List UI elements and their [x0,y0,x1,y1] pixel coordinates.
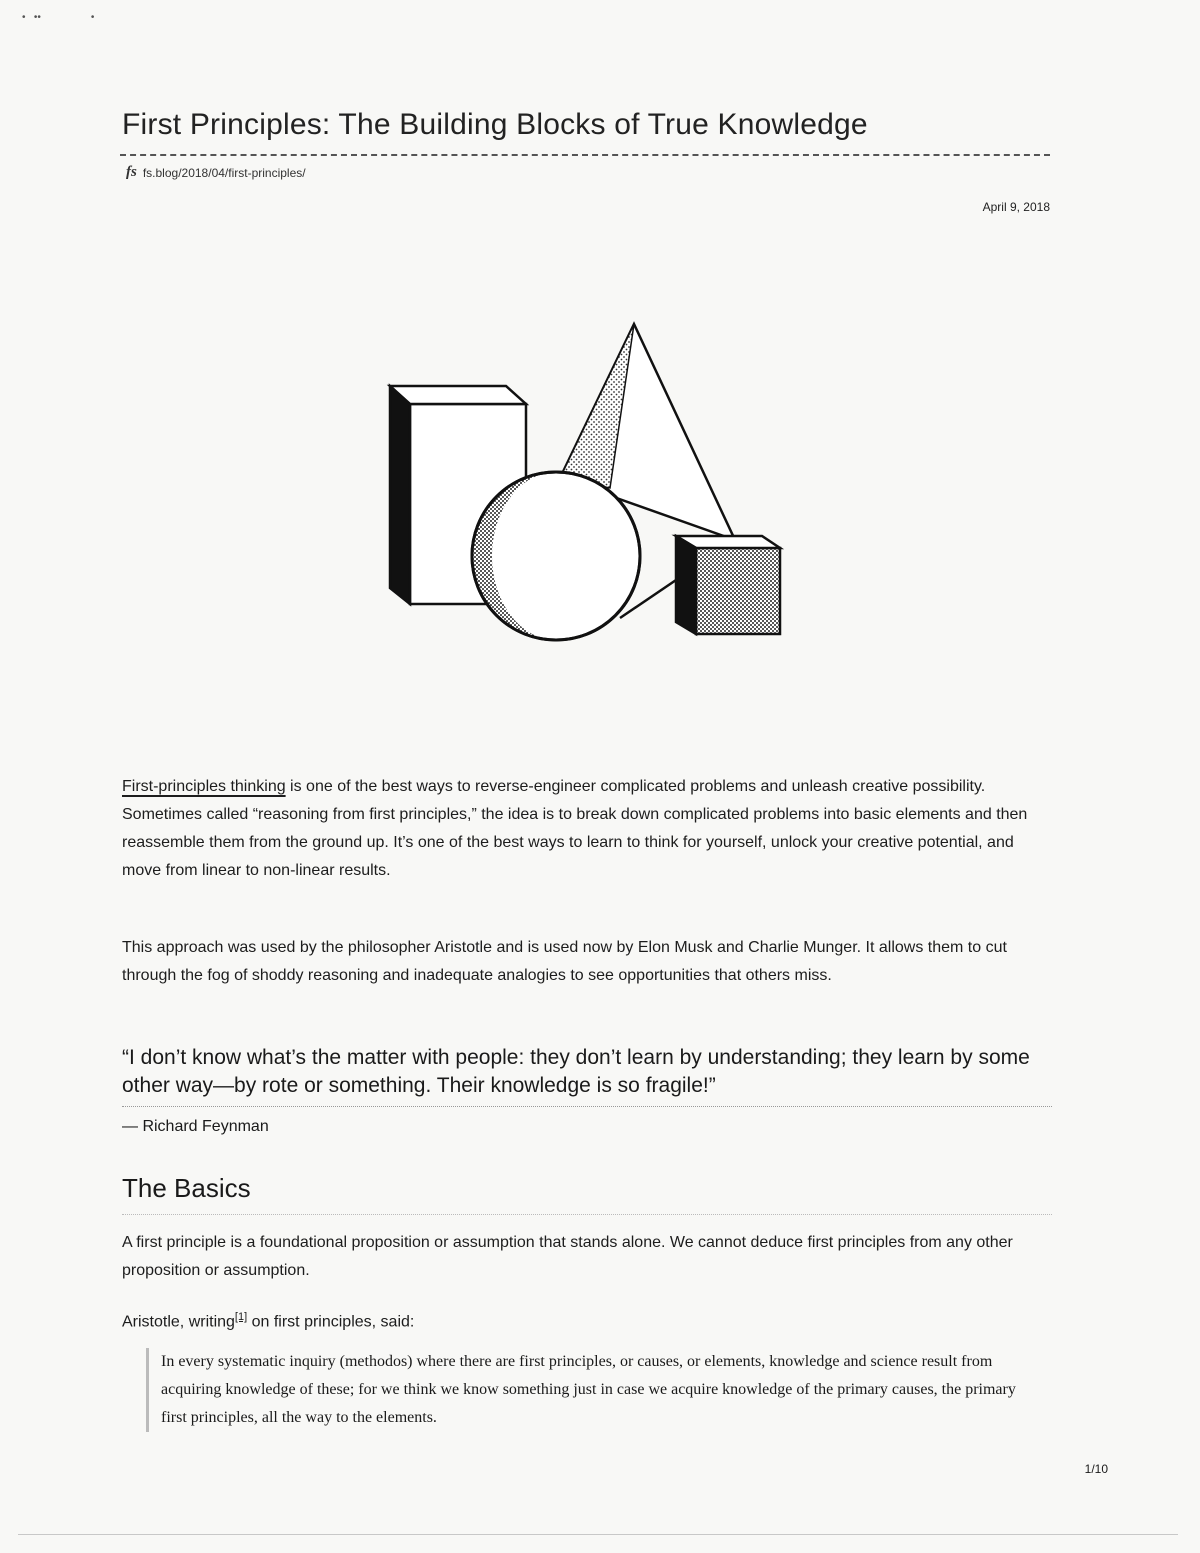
quote-divider [122,1106,1052,1107]
source-url[interactable]: fs.blog/2018/04/first-principles/ [142,165,306,180]
geometric-shapes-illustration [380,318,790,648]
first-principles-link[interactable]: First-principles thinking [122,778,286,795]
feynman-quote: “I don’t know what’s the matter with people: they don’t learn by understanding; they learn by some other way—by rote or something. Their knowledge is so fragile!” [122,1046,1030,1097]
scan-specks: • •• • [22,12,95,23]
basics-paragraph-1: A first principle is a foundational proposition or assumption that stands alone. We cannot deduce first principles from any other proposition or assumption. [122,1234,1013,1279]
publish-date: April 9, 2018 [982,200,1050,214]
basics-paragraph-2: Aristotle, writing[1] on first principles, said: [122,1311,415,1331]
intro-paragraph-1: First-principles thinking is one of the best ways to reverse-engineer complicated problems and unleash creative possibility. Sometimes called “reasoning from first principles,” the idea is to break down complicated problems into basic elements and then reassemble them from the ground up. It’s one of the best ways to learn to think for yourself, unlock your creative potential, and move from linear to non-linear results. [122,778,1028,879]
page-bottom-rule [18,1534,1178,1535]
aristotle-blockquote: In every systematic inquiry (methodos) where there are first principles, or causes, or elements, knowledge and science result from acquiring knowledge of these; for we think we know something just in case we acquire knowledge of the primary causes, the primary first principles, all the way to the elements. [146,1348,1041,1432]
cube-side [676,536,696,634]
quote-attribution: — Richard Feynman [122,1118,269,1135]
article-title: First Principles: The Building Blocks of True Knowledge [122,108,868,141]
source-line[interactable] [126,164,306,181]
fs-logo-icon: fs [126,164,137,180]
heading-divider [122,1214,1052,1215]
title-divider [120,154,1050,156]
cube-front [696,548,780,634]
prism-side [390,386,410,604]
page-number: 1/10 [1084,1462,1108,1476]
footnote-link[interactable]: [1] [234,1311,248,1323]
intro-paragraph-2: This approach was used by the philosopher Aristotle and is used now by Elon Musk and Charlie Munger. It allows them to cut through the fog of shoddy reasoning and inadequate analogies to see opportunities that others miss. [122,939,1007,984]
prism-top [390,386,526,404]
section-heading-basics: The Basics [122,1173,251,1203]
